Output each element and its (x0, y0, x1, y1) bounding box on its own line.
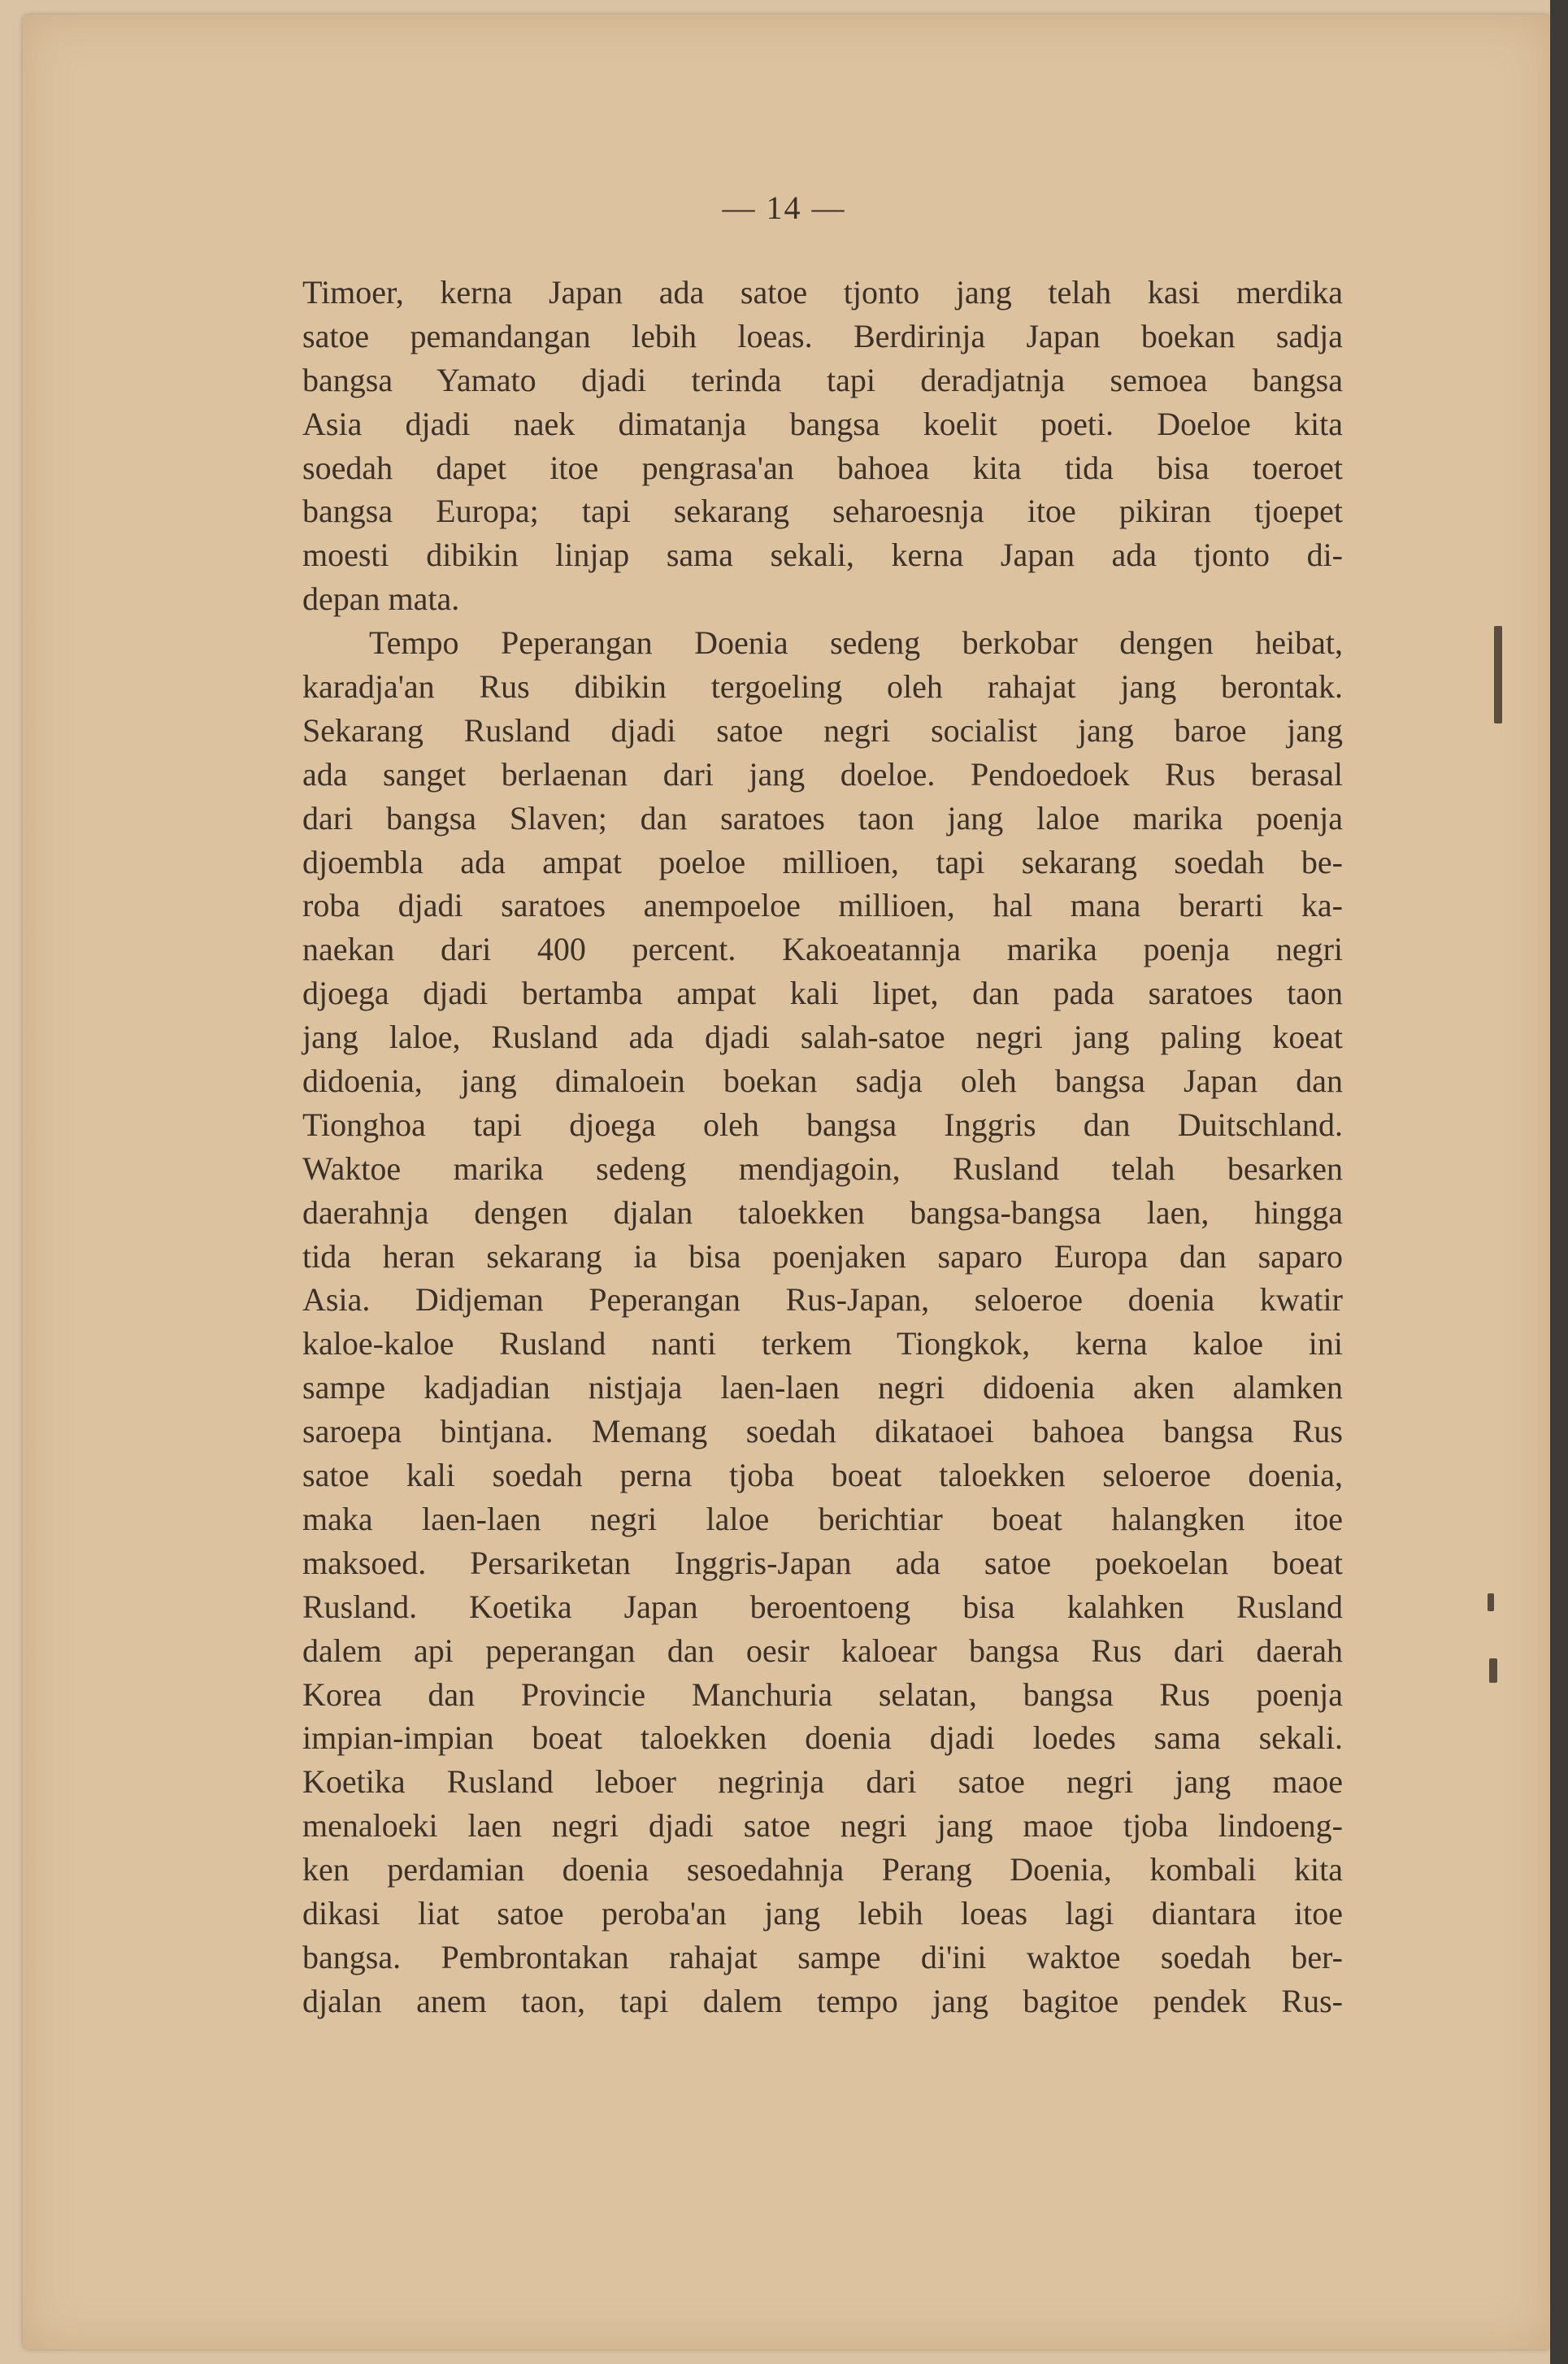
text-line: Koetika Rusland leboer negrinja dari satoe negri jang maoe (302, 1763, 1343, 1801)
text-line: Tempo Peperangan Doenia sedeng berkobar dengen heibat, (369, 624, 1343, 662)
text-line: djoembla ada ampat poeloe millioen, tapi sekarang soedah be- (302, 843, 1343, 880)
text-line: dari bangsa Slaven; dan saratoes taon jang laloe marika poenja (302, 799, 1343, 837)
text-line: jang laloe, Rusland ada djadi salah-satoe negri jang paling koeat (302, 1019, 1343, 1056)
text-line: satoe kali soedah perna tjoba boeat taloekken seloeroe doenia, (302, 1457, 1343, 1494)
text-line: Timoer, kerna Japan ada satoe tjonto jang telah kasi merdika (302, 274, 1343, 311)
text-line: djoega djadi bertamba ampat kali lipet, dan pada saratoes taon (302, 975, 1343, 1012)
text-line: didoenia, jang dimaloein boekan sadja oleh bangsa Japan dan (302, 1062, 1343, 1100)
paper-stain (1489, 1658, 1497, 1683)
text-line: Asia djadi naek dimatanja bangsa koelit poeti. Doeloe kita (302, 405, 1343, 442)
text-line: sampe kadjadian nistjaja laen-laen negri didoenia aken alamken (302, 1369, 1343, 1406)
text-line: kaloe-kaloe Rusland nanti terkem Tiongkok, kerna kaloe ini (302, 1325, 1343, 1362)
body-text (302, 271, 1343, 2023)
text-line: bangsa Europa; tapi sekarang seharoesnja itoe pikiran tjoepet (302, 493, 1343, 530)
text-line: dalem api peperangan dan oesir kaloear bangsa Rus dari daerah (302, 1632, 1343, 1669)
text-line: Asia. Didjeman Peperangan Rus-Japan, seloeroe doenia kwatir (302, 1281, 1343, 1319)
paper-stain (1488, 1593, 1494, 1611)
text-line: daerahnja dengen djalan taloekken bangsa-bangsa laen, hingga (302, 1193, 1343, 1231)
text-line: menaloeki laen negri djadi satoe negri jang maoe tjoba lindoeng- (302, 1807, 1343, 1845)
text-line: naekan dari 400 percent. Kakoeatannja marika poenja negri (302, 931, 1343, 968)
text-line: djalan anem taon, tapi dalem tempo jang bagitoe pendek Rus- (302, 1982, 1343, 2019)
text-line: roba djadi saratoes anempoeloe millioen, hal mana berarti ka- (302, 887, 1343, 924)
text-line: Sekarang Rusland djadi satoe negri socialist jang baroe jang (302, 711, 1343, 749)
text-line: bangsa. Pembrontakan rahajat sampe di'ini waktoe soedah ber- (302, 1938, 1343, 1975)
text-line: maka laen-laen negri laloe berichtiar boeat halangken itoe (302, 1500, 1343, 1537)
text-line: dikasi liat satoe peroba'an jang lebih loeas lagi diantara itoe (302, 1894, 1343, 1932)
text-line: maksoed. Persariketan Inggris-Japan ada satoe poekoelan boeat (302, 1544, 1343, 1581)
text-line: Korea dan Provincie Manchuria selatan, bangsa Rus poenja (302, 1675, 1343, 1713)
text-line: Tionghoa tapi djoega oleh bangsa Inggris dan Duitschland. (302, 1106, 1343, 1143)
text-line: moesti dibikin linjap sama sekali, kerna Japan ada tjonto di- (302, 537, 1343, 574)
text-line: soedah dapet itoe pengrasa'an bahoea kita tida bisa toeroet (302, 449, 1343, 486)
text-line: impian-impian boeat taloekken doenia djadi loedes sama sekali. (302, 1719, 1343, 1757)
page-edge (1550, 0, 1568, 2364)
page-number: — 14 — (722, 189, 846, 226)
text-line: tida heran sekarang ia bisa poenjaken saparo Europa dan saparo (302, 1237, 1343, 1275)
text-line: karadja'an Rus dibikin tergoeling oleh rahajat jang berontak. (302, 668, 1343, 706)
text-line: ada sanget berlaenan dari jang doeloe. Pendoedoek Rus berasal (302, 755, 1343, 793)
text-line: bangsa Yamato djadi terinda tapi deradjatnja semoea bangsa (302, 361, 1343, 398)
text-line: satoe pemandangan lebih loeas. Berdirinja Japan boekan sadja (302, 317, 1343, 354)
text-line: Waktoe marika sedeng mendjagoin, Rusland telah besarken (302, 1149, 1343, 1187)
paper-stain (1494, 626, 1502, 724)
text-line: saroepa bintjana. Memang soedah dikataoei bahoea bangsa Rus (302, 1413, 1343, 1450)
text-line: depan mata. (302, 580, 460, 618)
text-line: Rusland. Koetika Japan beroentoeng bisa kalahken Rusland (302, 1588, 1343, 1625)
text-line: ken perdamian doenia sesoedahnja Perang Doenia, kombali kita (302, 1851, 1343, 1888)
